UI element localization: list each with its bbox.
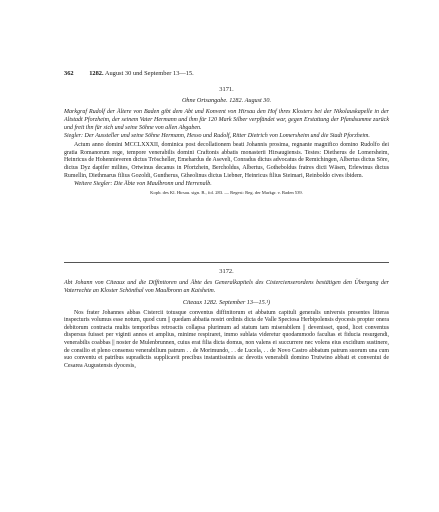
document-3172: [64, 268, 389, 370]
regest-summary: Markgraf Rudolf der Ältere von Baden gibt dem Abt und Konvent von Hirsau den Hof ihres Klosters bei der Nikolauskapelle in der Altstadt Pforzheim, der seinem Vater Hermann und ihm für 120 Mark Silber verpfändet war, gegen Erstattung der Pfandsumme zurück und freit ihn für sich und seine Söhne von allen Abgaben.: [64, 109, 389, 131]
document-number: 3171.: [219, 86, 234, 93]
running-head: [64, 70, 389, 78]
charter-paragraph: Nos frater Johannes abbas Cistercii totusque conventus diffinitorum et abbatum capituli generalis universis presentes litteras inspecturis volumus esse notum, quod cum || quedam abbatia nostri ordinis dicta de Valle Speciosa Herbipolensis dyocesis propter onera debitorum contracta multis temporibus retroactis collapsa plurimum ad statum tam miserabilem || devenisset, quod, licet conventus dispersus fuisset per viginti annos et amplius, minime respiraret, immo sublata videretur quodammodo facultas et fiducia resurgendi, venerabilis coabbas || noster de Mulenbrunnen, cuius erat filia dicta domus, non valens ei succurrere nec volens eius excidium sustinere, de consilio et pleno consensu venerabilium patrum . . de Morimundo, . . de Lucela, . . de Novo Castro abbatum patrum suorum una cum suo conventu et patribus supradictis supplicavit precibus instantissimis ac devotis venerabili domino Trutwino abbati et conventui de Cesarea Augustensis dyocesis,: [64, 309, 389, 369]
sealers-line: Siegler: Der Aussteller und seine Söhne Hermann, Hesso und Rudolf, Ritter Dietrich von Lomersheim und die Stadt Pforzheim.: [64, 133, 370, 140]
charter-text: [64, 310, 389, 371]
running-head-dates: August 30 und September 13—15.: [104, 70, 194, 77]
regest-summary: Abt Johann von Citeaux und die Diffinitoren und Äbte des Generalkapitels des Cistercienserordens bestätigen den Übergang der Vaterrechte an Kloster Schönthal von Maulbronn an Kaisheim.: [64, 280, 389, 294]
charter-paragraph: Actum anno domini MCCLXXXII, dominica post decollationem beati Johannis prosima, regnante magnifico domino Rudolfo dei gratia Romanorum rege, tempore venerabilis domini Craftonis abbatis monasterii Hirsaugiensis. Testes: Dietherus de Lomersheim, Heinricus de Hohennieveren dictus Tröscheller, Emehardus de Aseveli, Conradus dictus advocatus de Remichingen, Albertus dictus Söre, dictus Dyz dapifer milites, Ortwinus decanus in Pfortzhein, Bercholdus, Albertus, Gotheboldus fratres dicti Wäsen, Erlewinus dictus Rumellin, Diethmarus filius Gozoldi, Guntherus, Gtheolinus dictus Liebner, Heinricus filius Steimari, Reinboldo cives ibidem.: [64, 142, 389, 179]
date-line: Citeaux 1282. September 13—15.¹): [182, 298, 271, 306]
document-3171: [64, 86, 389, 196]
section-divider: [64, 262, 389, 263]
date-line: Ohne Ortsangabe. 1282. August 30.: [181, 97, 272, 104]
page-number: 362: [64, 70, 74, 77]
source-note: Kopb. des Kl. Hirsau. sign. B., fol. 283. — Regest: Reg. der Markgr. v. Baden 539.: [150, 189, 303, 195]
charter-text: [64, 142, 389, 180]
document-number: 3172.: [219, 268, 234, 275]
running-head-year: 1282.: [89, 70, 104, 77]
further-sealers-line: Weitere Siegler: Die Äbte von Maulbronn und Herrenalb.: [74, 181, 212, 188]
